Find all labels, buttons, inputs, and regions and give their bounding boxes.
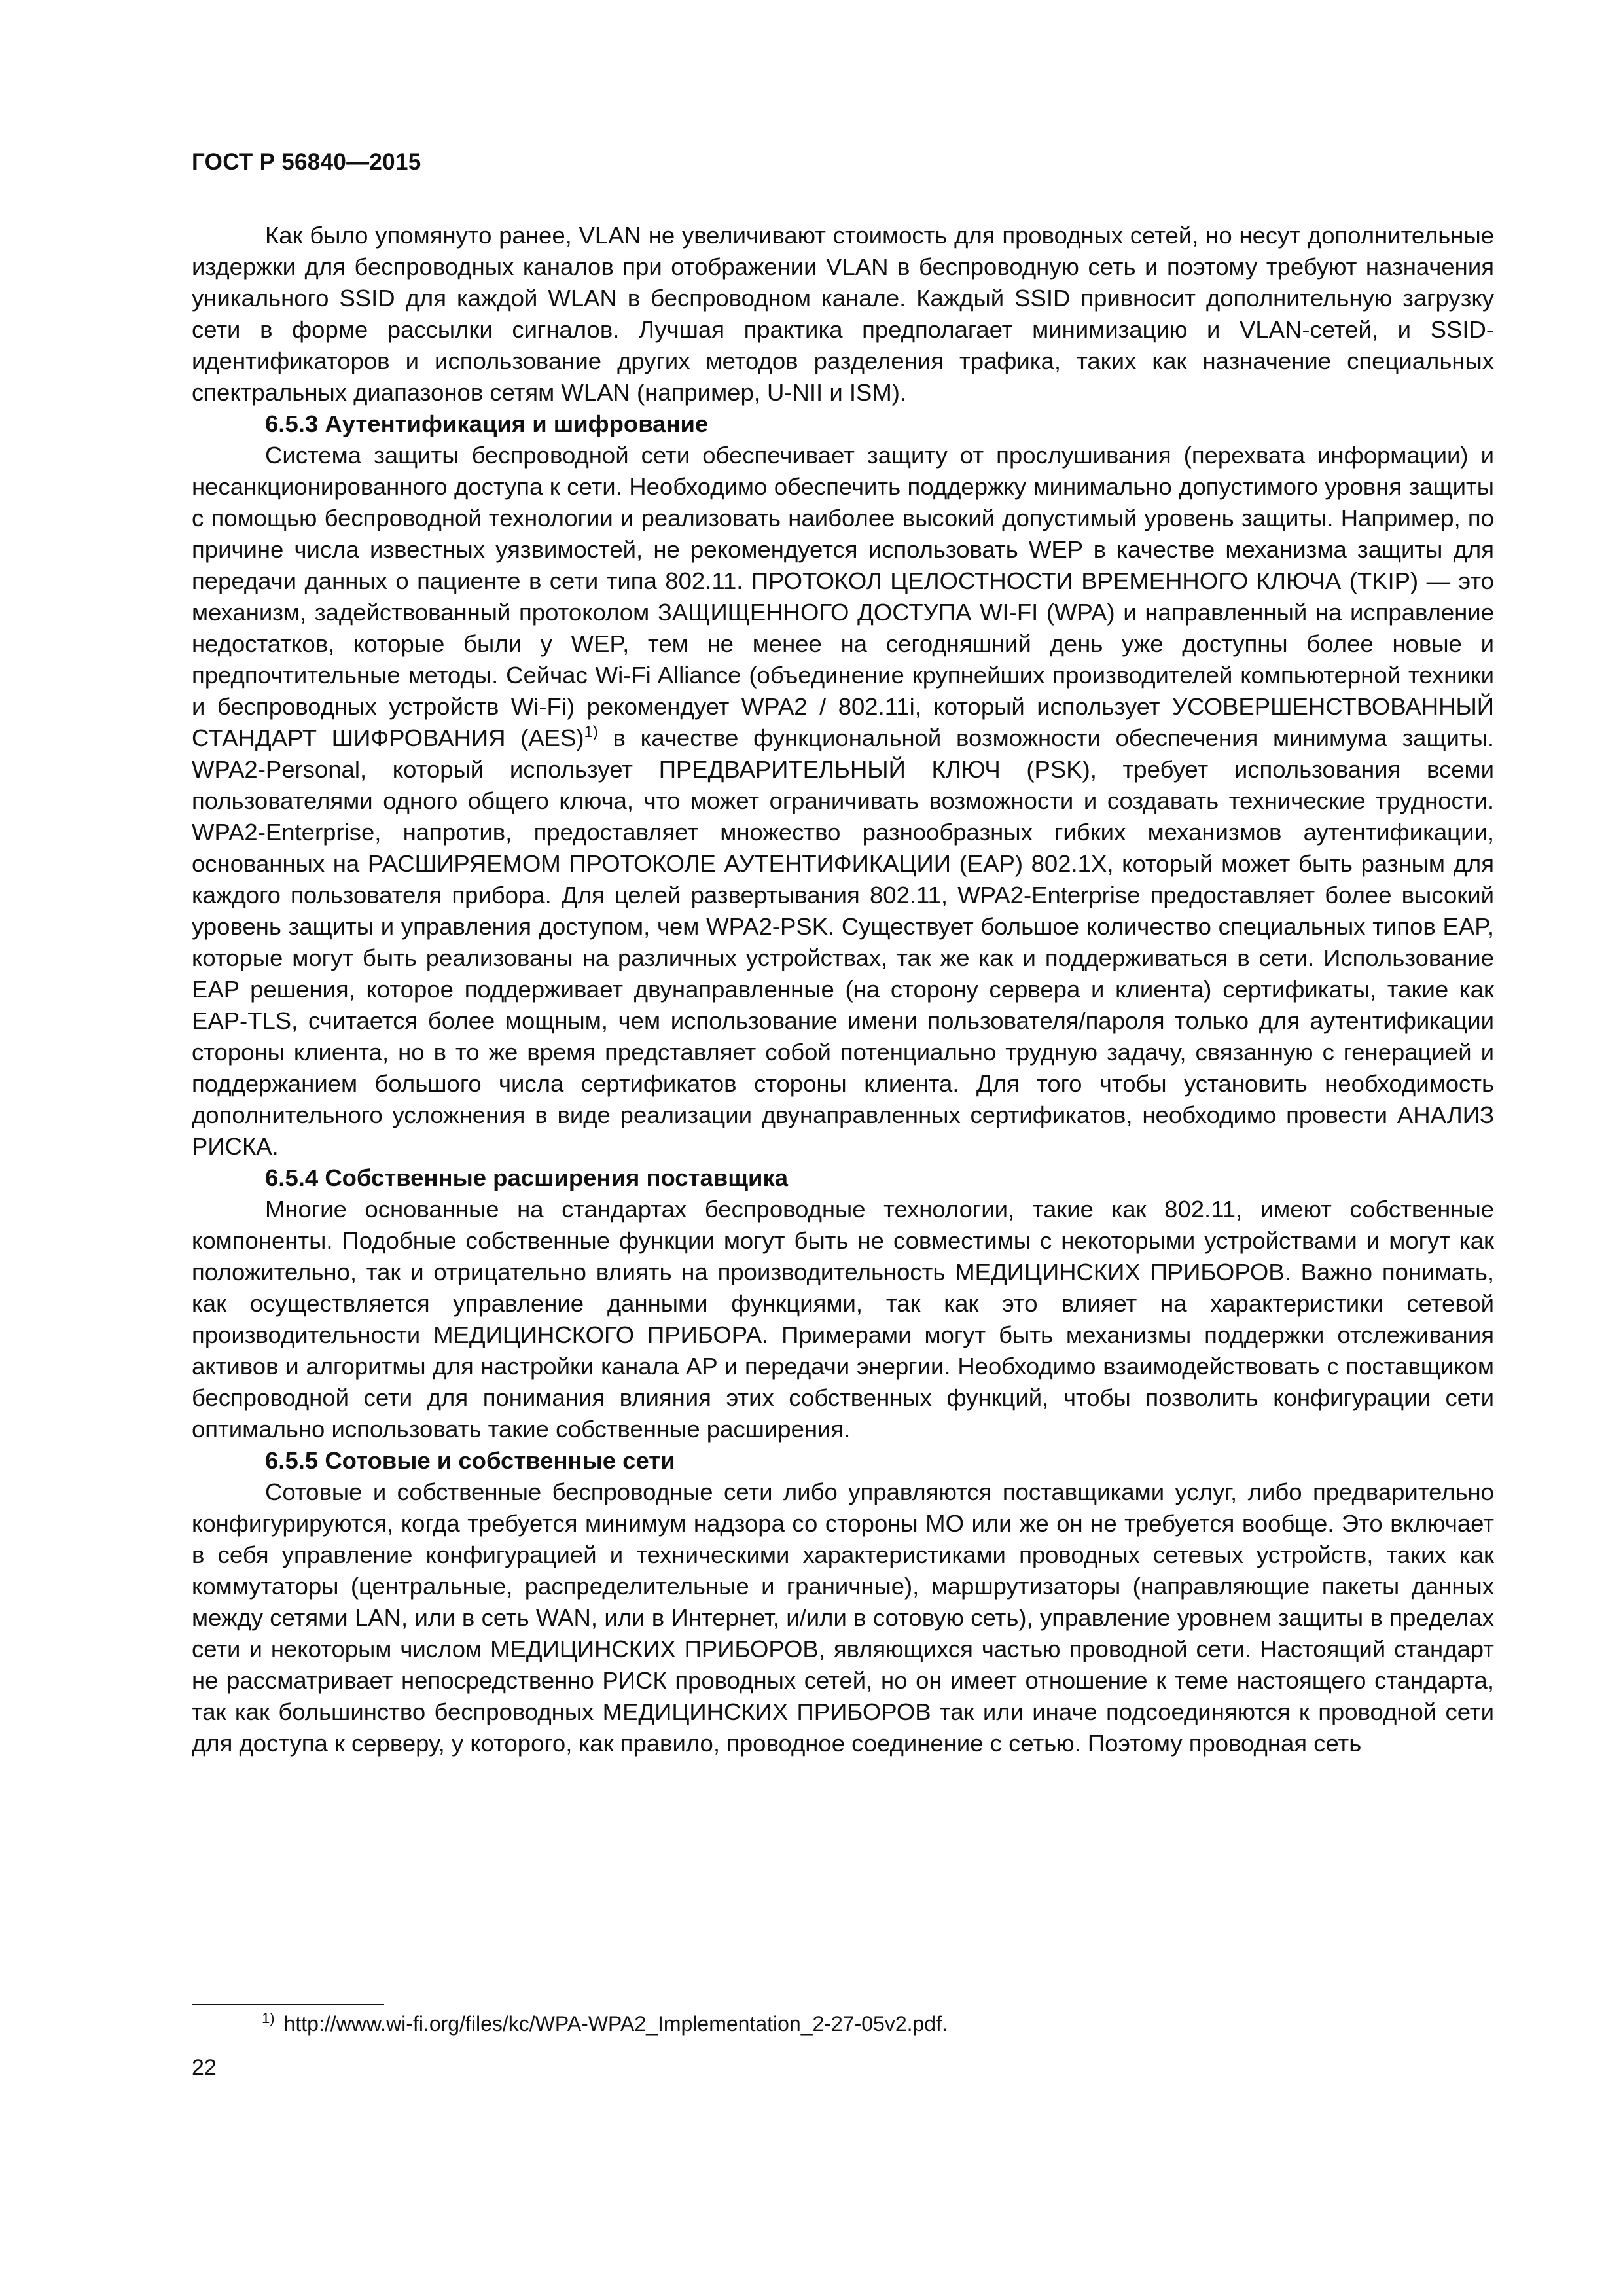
- section-heading-6-5-3: 6.5.3 Аутентификация и шифрование: [265, 410, 709, 437]
- footnote: [262, 2011, 948, 2037]
- paragraph-authentication-part2: в качестве функциональной возможности обеспечения минимума защиты. WPA2-Personal, который использует ПРЕДВАРИТЕЛЬНЫЙ КЛЮЧ (PSK), требует использования всеми пользователями одного общего ключа, что может ограничивать возможности и создавать технические трудности. WPA2-Enterprise, напротив, предоставляет множество разнообразных гибких механизмов аутентификации, основанных на РАСШИРЯЕМОМ ПРОТОКОЛЕ АУТЕНТИФИКАЦИИ (EAP) 802.1X, который может быть разным для каждого пользователя прибора. Для целей развертывания 802.11, WPA2-Enterprise предоставляет более высокий уровень защиты и управления доступом, чем WPA2-PSK. Существует большое количество специальных типов EAP, которые могут быть реализованы на различных устройствах, так же как и поддерживаться в сети. Использование EAP решения, которое поддерживает двунаправленные (на сторону сервера и клиента) сертификаты, такие как EAP-TLS, считается более мощным, чем использование имени пользователя/пароля только для аутентификации стороны клиента, но в то же время представляет собой потенциально трудную задачу, связанную с генерацией и поддержанием большого числа сертификатов стороны клиента. Для того чтобы установить необходимость дополнительного усложнения в виде реализации двунаправленных сертификатов, необходимо провести АНАЛИЗ РИСКА.: [192, 725, 1494, 1160]
- page-number: 22: [192, 2055, 217, 2080]
- body-text: [192, 220, 1494, 1759]
- paragraph-vendor-extensions: Многие основанные на стандартах беспроводные технологии, такие как 802.11, имеют собственные компоненты. Подобные собственные функции могут быть не совместимы с некоторыми устройствами и могут как положительно, так и отрицательно влиять на производительность МЕДИЦИНСКИХ ПРИБОРОВ. Важно понимать, как осуществляется управление данными функциями, так как это влияет на характеристики сетевой производительности МЕДИЦИНСКОГО ПРИБОРА. Примерами могут быть механизмы поддержки отслеживания активов и алгоритмы для настройки канала AP и передачи энергии. Необходимо взаимодействовать с поставщиком беспроводной сети для понимания влияния этих собственных функций, чтобы позволить конфигурации сети оптимально использовать такие собственные расширения.: [192, 1196, 1494, 1443]
- paragraph-authentication: [192, 440, 1494, 1162]
- paragraph-cellular-networks: Сотовые и собственные беспроводные сети либо управляются поставщиками услуг, либо предварительно конфигурируются, когда требуется минимум надзора со стороны МО или же он не требуется вообще. Это включает в себя управление конфигурацией и техническими характеристиками проводных сетевых устройств, таких как коммутаторы (центральные, распределительные и граничные), маршрутизаторы (направляющие пакеты данных между сетями LAN, или в сеть WAN, или в Интернет, и/или в сотовую сеть), управление уровнем защиты в пределах сети и некоторым числом МЕДИЦИНСКИХ ПРИБОРОВ, являющихся частью проводной сети. Настоящий стандарт не рассматривает непосредственно РИСК проводных сетей, но он имеет отношение к теме настоящего стандарта, так как большинство беспроводных МЕДИЦИНСКИХ ПРИБОРОВ так или иначе подсоединяются к проводной сети для доступа к серверу, у которого, как правило, проводное соединение с сетью. Поэтому проводная сеть: [192, 1479, 1494, 1757]
- footnote-reference: 1): [584, 723, 598, 741]
- paragraph-authentication-part1: Система защиты беспроводной сети обеспечивает защиту от прослушивания (перехвата информации) и несанкционированного доступа к сети. Необходимо обеспечить поддержку минимально допустимого уровня защиты с помощью беспроводной технологии и реализовать наиболее высокий допустимый уровень защиты. Например, по причине числа известных уязвимостей, не рекомендуется использовать WEP в качестве механизма защиты для передачи данных о пациенте в сети типа 802.11. ПРОТОКОЛ ЦЕЛОСТНОСТИ ВРЕМЕННОГО КЛЮЧА (TKIP) — это механизм, задействованный протоколом ЗАЩИЩЕННОГО ДОСТУПА WI-FI (WPA) и направленный на исправление недостатков, которые были у WEP, тем не менее на сегодняшний день уже доступны более новые и предпочтительные методы. Сейчас Wi-Fi Alliance (объединение крупнейших производителей компьютерной техники и беспроводных устройств Wi-Fi) рекомендует WPA2 / 802.11i, который использует УСОВЕРШЕНСТВОВАННЫЙ СТАНДАРТ ШИФРОВАНИЯ (AES): [192, 442, 1494, 751]
- footnote-divider: [192, 2004, 384, 2005]
- section-heading-6-5-4: 6.5.4 Собственные расширения поставщика: [265, 1164, 789, 1191]
- footnote-url: http://www.wi-fi.org/files/kc/WPA-WPA2_Implementation_2-27-05v2.pdf.: [283, 2012, 948, 2036]
- section-heading-6-5-5: 6.5.5 Сотовые и собственные сети: [265, 1447, 675, 1474]
- document-header: ГОСТ Р 56840—2015: [192, 149, 421, 175]
- footnote-marker: 1): [262, 2010, 275, 2026]
- paragraph-vlan: Как было упомянуто ранее, VLAN не увеличивают стоимость для проводных сетей, но несут дополнительные издержки для беспроводных каналов при отображении VLAN в беспроводную сеть и поэтому требуют назначения уникального SSID для каждой WLAN в беспроводном канале. Каждый SSID привносит дополнительную загрузку сети в форме рассылки сигналов. Лучшая практика предполагает минимизацию и VLAN-сетей, и SSID-идентификаторов и использование других методов разделения трафика, таких как назначение специальных спектральных диапазонов сетям WLAN (например, U-NII и ISM).: [192, 222, 1494, 406]
